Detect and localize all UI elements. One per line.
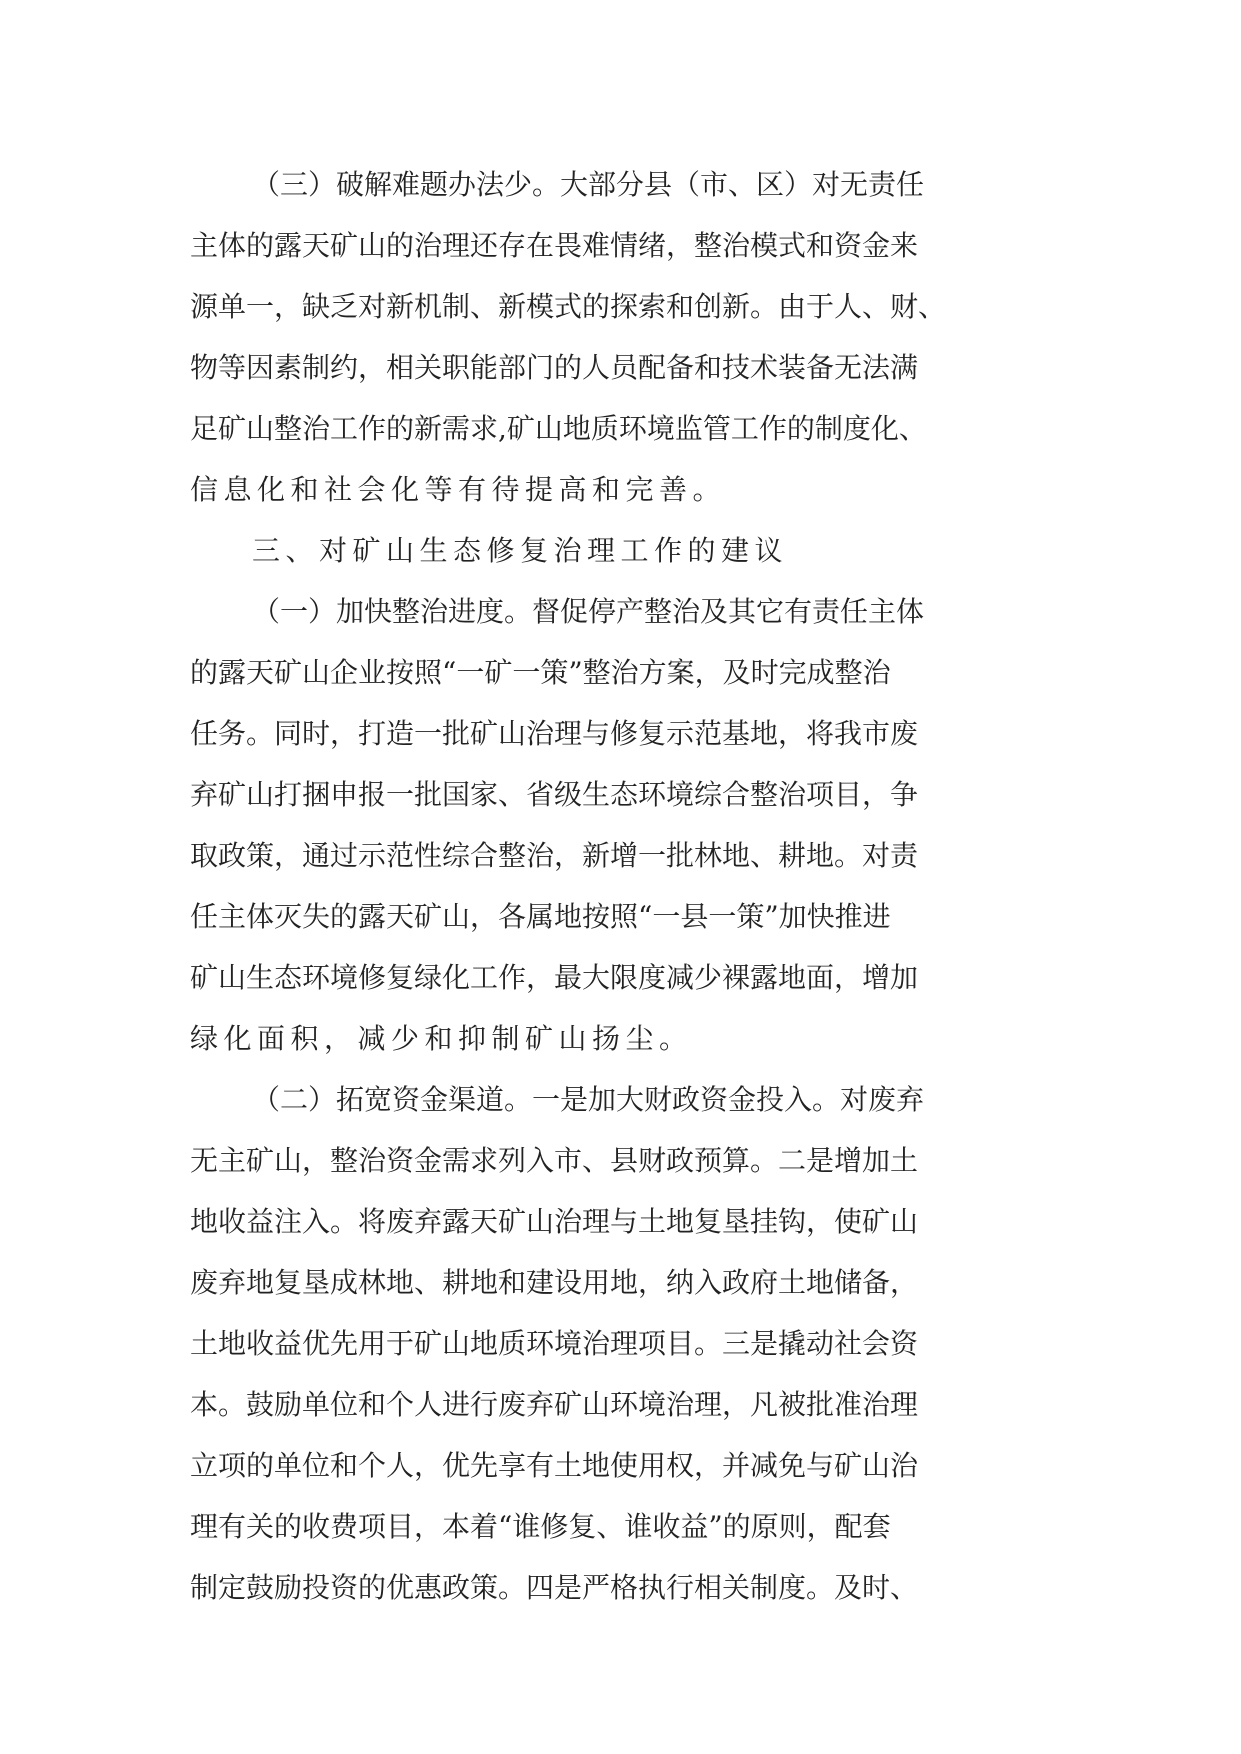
text-line: 任主体灭失的露天矿山，各属地按照“一县一策”加快推进 <box>190 900 891 933</box>
document-body <box>190 154 1070 1618</box>
text-line: 弃矿山打捆申报一批国家、省级生态环境综合整治项目，争 <box>190 778 919 811</box>
text-line: 制定鼓励投资的优惠政策。四是严格执行相关制度。及时、 <box>190 1571 919 1604</box>
text-line: （一）加快整治进度。督促停产整治及其它有责任主体 <box>252 595 925 628</box>
text-line: 主体的露天矿山的治理还存在畏难情绪，整治模式和资金来 <box>190 229 919 262</box>
text-line: 物等因素制约，相关职能部门的人员配备和技术装备无法满 <box>190 351 919 384</box>
text-line: 足矿山整治工作的新需求,矿山地质环境监管工作的制度化、 <box>190 412 927 445</box>
text-line: 土地收益优先用于矿山地质环境治理项目。三是撬动社会资 <box>190 1327 919 1360</box>
text-line: 取政策，通过示范性综合整治，新增一批林地、耕地。对责 <box>190 839 919 872</box>
text-line: 的露天矿山企业按照“一矿一策”整治方案，及时完成整治 <box>190 656 891 689</box>
text-line: 三、对矿山生态修复治理工作的建议 <box>252 534 789 567</box>
text-line: 地收益注入。将废弃露天矿山治理与土地复垦挂钩，使矿山 <box>190 1205 919 1238</box>
text-line: 立项的单位和个人，优先享有土地使用权，并减免与矿山治 <box>190 1449 919 1482</box>
text-line: 信息化和社会化等有待提高和完善。 <box>190 473 727 506</box>
text-line: 任务。同时，打造一批矿山治理与修复示范基地，将我市废 <box>190 717 919 750</box>
text-line: 无主矿山，整治资金需求列入市、县财政预算。二是增加土 <box>190 1144 919 1177</box>
text-line: 矿山生态环境修复绿化工作，最大限度减少裸露地面，增加 <box>190 961 919 994</box>
text-line: 理有关的收费项目，本着“谁修复、谁收益”的原则，配套 <box>190 1510 891 1543</box>
text-line: 绿化面积，减少和抑制矿山扬尘。 <box>190 1022 693 1055</box>
text-line: 本。鼓励单位和个人进行废弃矿山环境治理，凡被批准治理 <box>190 1388 919 1421</box>
text-line: 源单一，缺乏对新机制、新模式的探索和创新。由于人、财、 <box>190 290 947 323</box>
text-line: （二）拓宽资金渠道。一是加大财政资金投入。对废弃 <box>252 1083 925 1116</box>
text-line: 废弃地复垦成林地、耕地和建设用地，纳入政府土地储备， <box>190 1266 919 1299</box>
text-line: （三）破解难题办法少。大部分县（市、区）对无责任 <box>252 168 925 201</box>
